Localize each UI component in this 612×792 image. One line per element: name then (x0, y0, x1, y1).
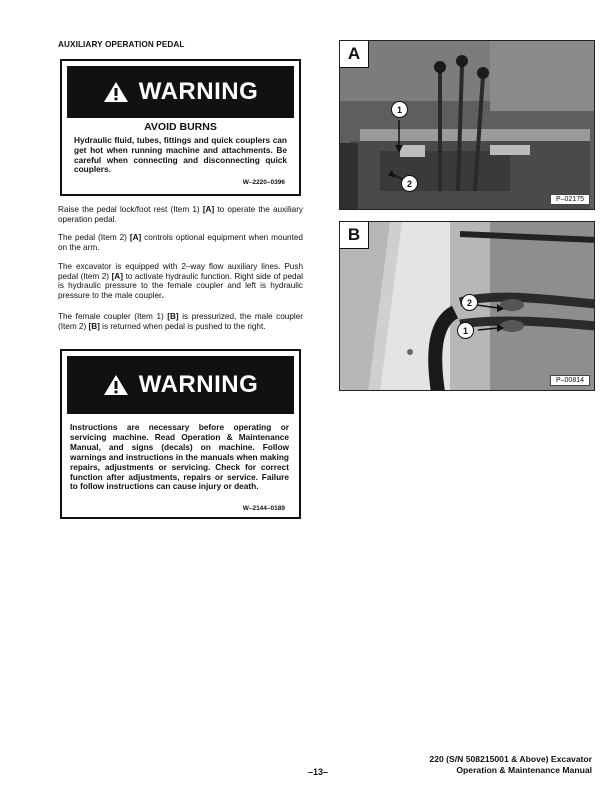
pedal-photo-illustration (340, 41, 595, 210)
figure-ref: [A] (202, 205, 215, 214)
warning-triangle-icon (103, 374, 129, 396)
text: Raise the pedal lock/foot rest (Item 1) (58, 205, 203, 214)
text: The pedal (Item 2) (58, 233, 130, 242)
paragraph-auxiliary-lines (58, 262, 303, 300)
figure-ref: [A] (111, 271, 123, 281)
text: The female coupler (Item 1) (58, 312, 168, 321)
text: to operate the auxiliary operation pedal. (58, 205, 304, 224)
warning-code: W–2144–0189 (242, 505, 285, 512)
page-number: –13– (308, 767, 329, 777)
text: The excavator is equipped with 2–way flow auxiliary lines. Push pedal (Item 2) (58, 262, 303, 281)
figure-letter: B (340, 222, 369, 249)
warning-triangle-icon (103, 81, 129, 103)
warning-banner (67, 356, 294, 414)
warning-code: W–2220–0396 (242, 179, 285, 186)
warning-subtitle: AVOID BURNS (144, 121, 217, 133)
paragraph-couplers (58, 312, 303, 331)
figure-a-photo (339, 40, 595, 210)
warning-box-burns (60, 59, 301, 196)
figure-letter: A (340, 41, 369, 68)
footer-model: 220 (S/N 508215001 & Above) Excavator (429, 754, 592, 764)
warning-banner (67, 66, 294, 118)
callout-1: 1 (391, 101, 408, 118)
figure-ref: [B] (88, 321, 100, 331)
photo-code: P–00814 (550, 375, 590, 386)
paragraph-pedal-lock (58, 205, 303, 224)
photo-code: P–02175 (550, 194, 590, 205)
footer-manual: Operation & Maintenance Manual (456, 765, 592, 775)
text: to activate hydraulic function. Right side of pedal is hydraulic pressure to the female coupler and left is hydraulic pressure to the male coupler (58, 271, 303, 300)
warning-banner-text: WARNING (138, 371, 259, 398)
warning-body: Instructions are necessary before operating or servicing machine. Read Operation & Maintenance Manual, and signs (decals) on machine. Follow warnings and instructions in the manuals when making repairs, adjustments or servicing. Check for correct function after adjustments, repairs or service. Failure to follow instructions can cause injury or death. (70, 422, 289, 492)
warning-banner-text: WARNING (138, 78, 259, 105)
callout-2: 2 (461, 294, 478, 311)
warning-box-instructions (60, 349, 301, 519)
figure-ref: [A] (129, 233, 142, 242)
text: is pressurized, the male coupler (Item 2) (58, 312, 303, 331)
callout-1: 1 (457, 322, 474, 339)
paragraph-pedal-controls (58, 233, 303, 252)
warning-body: Hydraulic fluid, tubes, fittings and quick couplers can get hot when running machine and attachments. Be careful when connecting and disconnecting quick couplers. (74, 135, 287, 175)
text: is returned when pedal is pushed to the right. (99, 321, 266, 331)
figure-ref: [B] (167, 312, 179, 321)
text: controls optional equipment when mounted on the arm. (58, 233, 303, 252)
section-title: AUXILIARY OPERATION PEDAL (58, 40, 185, 49)
figure-b-photo (339, 221, 595, 391)
callout-2: 2 (401, 175, 418, 192)
text: . (161, 290, 165, 300)
